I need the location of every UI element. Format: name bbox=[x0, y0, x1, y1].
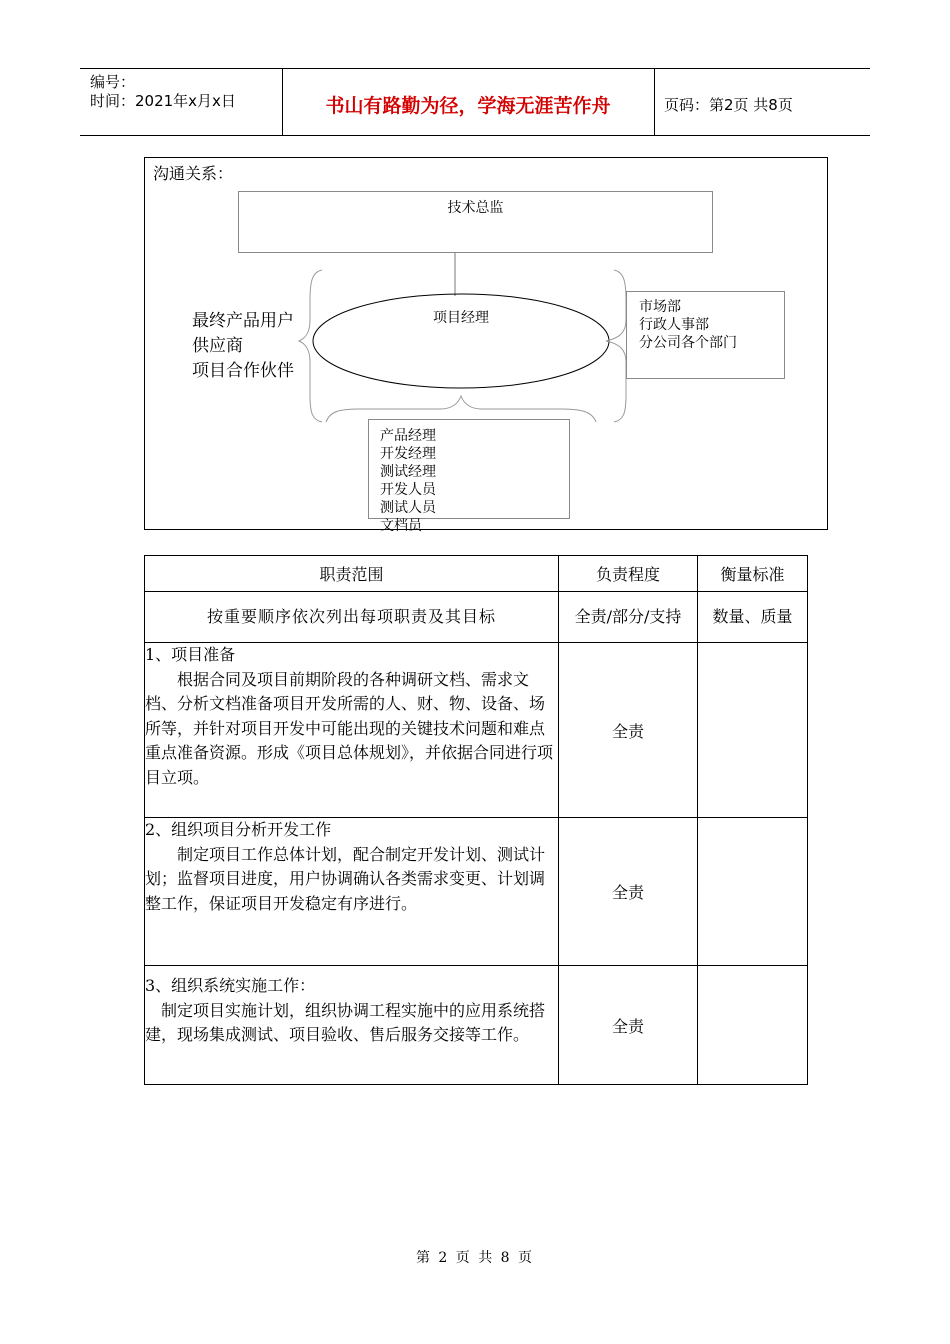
table-subheader-row bbox=[145, 592, 808, 643]
doc-time-label: 时间：2021年x月x日 bbox=[90, 92, 236, 110]
bottom-group-item: 开发经理 bbox=[380, 446, 436, 462]
table-row bbox=[145, 818, 808, 966]
row-body: 根据合同及项目前期阶段的各种调研文档、需求文档、分析文档准备项目开发所需的人、财、物、设备、场所等，并针对项目开发中可能出现的关键技术问题和难点重点准备资源。形成《项目总体规划》，并依据合同进行项目立项。 bbox=[145, 669, 554, 787]
page-footer: 第 2 页 共 8 页 bbox=[415, 1250, 535, 1266]
bottom-group-item: 开发人员 bbox=[380, 482, 436, 498]
row-standard bbox=[698, 818, 808, 966]
header-scope: 职责范围 bbox=[145, 556, 559, 592]
responsibility-table bbox=[144, 555, 808, 1085]
left-group-item: 项目合作伙伴 bbox=[192, 361, 294, 381]
header-standard: 衡量标准 bbox=[698, 556, 808, 592]
center-ellipse-label: 项目经理 bbox=[433, 310, 489, 326]
diagram-section-label: 沟通关系： bbox=[153, 164, 234, 183]
right-group-item: 分公司各个部门 bbox=[639, 335, 737, 351]
row-body: 制定项目实施计划，组织协调工程实施中的应用系统搭建，现场集成测试、项目验收、售后服务交接等工作。 bbox=[145, 1000, 546, 1044]
row-title: 3、组织系统实施工作： bbox=[145, 976, 316, 995]
left-group-item: 最终产品用户 bbox=[192, 311, 294, 331]
subheader-scope: 按重要顺序依次列出每项职责及其目标 bbox=[145, 592, 559, 643]
header-degree: 负责程度 bbox=[559, 556, 698, 592]
table-row bbox=[145, 643, 808, 818]
row-scope bbox=[145, 643, 559, 818]
row-degree: 全责 bbox=[559, 643, 698, 818]
right-brace bbox=[606, 270, 626, 422]
bottom-group-item: 文档员 bbox=[380, 518, 422, 534]
left-group-item: 供应商 bbox=[192, 336, 243, 356]
subheader-degree: 全责/部分/支持 bbox=[559, 592, 698, 643]
bottom-group-item: 产品经理 bbox=[380, 428, 436, 444]
row-title: 1、项目准备 bbox=[145, 645, 236, 664]
right-group-item: 行政人事部 bbox=[639, 317, 709, 333]
table-header-row bbox=[145, 556, 808, 592]
top-box-label: 技术总监 bbox=[447, 200, 504, 216]
left-brace bbox=[299, 270, 322, 422]
subheader-standard: 数量、质量 bbox=[698, 592, 808, 643]
header-motto: 书山有路勤为径，学海无涯苦作舟 bbox=[325, 95, 611, 117]
bottom-group-item: 测试人员 bbox=[380, 500, 436, 516]
bottom-group-item: 测试经理 bbox=[380, 464, 436, 480]
row-standard bbox=[698, 643, 808, 818]
row-scope bbox=[145, 966, 559, 1085]
row-degree: 全责 bbox=[559, 818, 698, 966]
row-standard bbox=[698, 966, 808, 1085]
row-degree: 全责 bbox=[559, 966, 698, 1085]
row-body: 制定项目工作总体计划，配合制定开发计划、测试计划；监督项目进度，用户协调确认各类需求变更、计划调整工作，保证项目开发稳定有序进行。 bbox=[145, 844, 546, 913]
doc-number-label: 编号： bbox=[90, 73, 136, 91]
header-page-label: 页码：第2页 共8页 bbox=[664, 96, 793, 114]
row-scope bbox=[145, 818, 559, 966]
row-title: 2、组织项目分析开发工作 bbox=[145, 820, 332, 839]
table-row bbox=[145, 966, 808, 1085]
right-group-item: 市场部 bbox=[639, 299, 681, 315]
